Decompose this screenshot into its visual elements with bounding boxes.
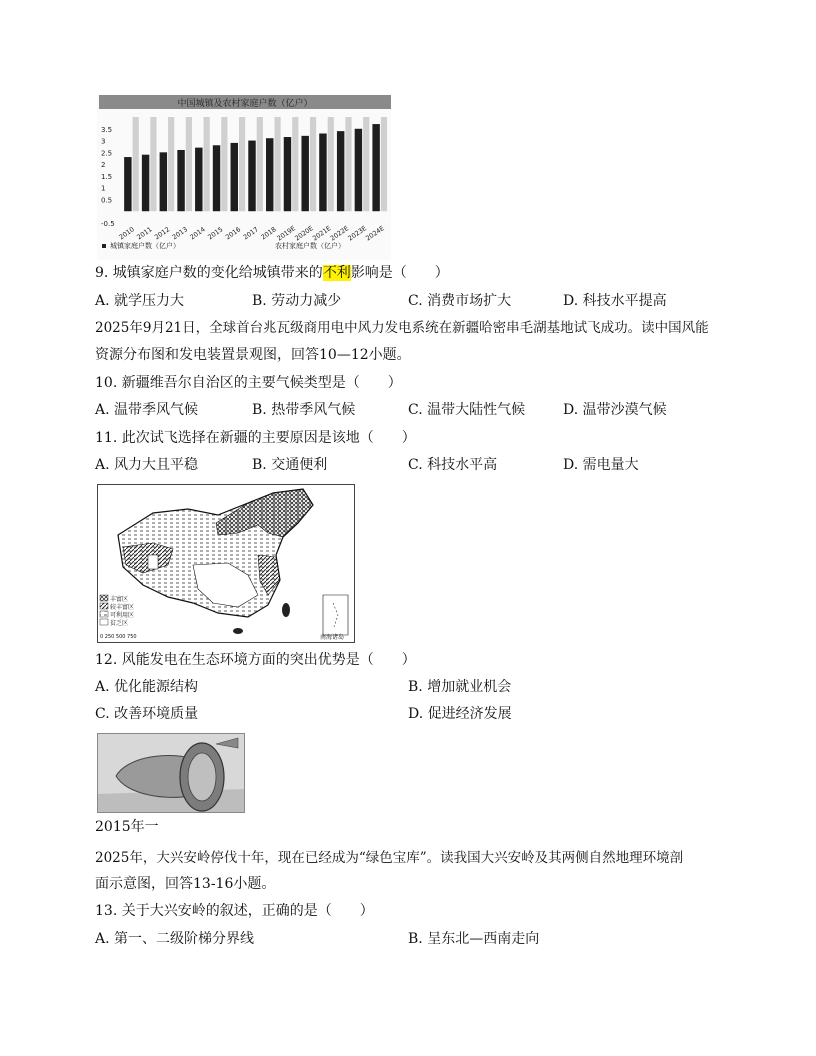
q10-option-a[interactable]: A. 温带季风气候 bbox=[95, 402, 199, 418]
x-tick-label: 2013 bbox=[170, 225, 189, 242]
intro2-line1: 2025年，大兴安岭停伐十年，现在已经成为“绿色宝库”。读我国大兴安岭及其两侧自然地理环境剖 bbox=[95, 850, 684, 866]
q11-option-c[interactable]: C. 科技水平高 bbox=[408, 457, 498, 473]
hainan-island bbox=[233, 628, 243, 634]
south-sea-line bbox=[333, 603, 338, 627]
q12-option-c[interactable]: C. 改善环境质量 bbox=[95, 706, 199, 722]
bar-shadow bbox=[186, 117, 192, 211]
x-tick-label: 2022E bbox=[328, 224, 351, 243]
y-tick-label: -0.5 bbox=[101, 220, 115, 228]
bar-shadow bbox=[133, 117, 139, 211]
q11-option-a[interactable]: A. 风力大且平稳 bbox=[95, 457, 199, 473]
map-inset-label: 南海诸岛 bbox=[320, 634, 345, 641]
q10-option-d[interactable]: D. 温带沙漠气候 bbox=[563, 402, 667, 418]
q9-stem-post: 影响是（ ） bbox=[350, 265, 449, 281]
q10-option-b[interactable]: B. 热带季风气候 bbox=[252, 402, 356, 418]
q9-option-d[interactable]: D. 科技水平提高 bbox=[563, 293, 667, 309]
map-legend-rich: 丰富区 bbox=[110, 596, 129, 603]
x-tick-label: 2021E bbox=[311, 224, 333, 243]
q10-option-c[interactable]: C. 温带大陆性气候 bbox=[408, 402, 526, 418]
y-tick-label: 2 bbox=[101, 161, 106, 170]
x-tick-label: 2019E bbox=[275, 224, 298, 243]
q13-option-b[interactable]: B. 呈东北—西南走向 bbox=[408, 931, 540, 947]
bar-shadow bbox=[168, 117, 174, 211]
y-tick-label: 2.5 bbox=[101, 149, 113, 158]
q12-stem: 12. 风能发电在生态环境方面的突出优势是（ ） bbox=[95, 652, 416, 668]
q12-option-b[interactable]: B. 增加就业机会 bbox=[408, 679, 512, 695]
x-tick-label: 2020E bbox=[293, 224, 315, 243]
q12-option-d[interactable]: D. 促进经济发展 bbox=[408, 706, 512, 722]
q9-stem bbox=[95, 263, 449, 283]
legend-swatch-urban bbox=[102, 244, 106, 248]
bar-shadow bbox=[292, 117, 298, 211]
map-scale: 0 250 500 750 bbox=[100, 634, 137, 640]
q13-stem: 13. 关于大兴安岭的叙述，正确的是（ ） bbox=[95, 903, 374, 919]
wind-resource-map bbox=[97, 484, 355, 643]
q12-option-a[interactable]: A. 优化能源结构 bbox=[95, 679, 199, 695]
bar bbox=[355, 129, 362, 211]
x-tick-label: 2016 bbox=[224, 225, 243, 242]
bar bbox=[337, 131, 344, 211]
wind-generator-photo bbox=[97, 733, 245, 813]
x-tick-label: 2018 bbox=[259, 225, 278, 242]
bar bbox=[301, 136, 308, 211]
bar bbox=[284, 137, 291, 211]
bar-shadow bbox=[150, 117, 156, 211]
bar bbox=[266, 138, 273, 211]
bar bbox=[319, 133, 326, 211]
bar bbox=[124, 157, 131, 211]
y-tick-label: 0.5 bbox=[101, 196, 113, 205]
map-legend-usable: 可利用区 bbox=[110, 612, 135, 619]
legend-swatch-rich bbox=[100, 595, 108, 601]
q9-highlight: 不利 bbox=[322, 265, 351, 281]
x-tick-label: 2014 bbox=[188, 225, 207, 242]
taiwan-island bbox=[282, 603, 290, 617]
y-tick-label: 3.5 bbox=[101, 125, 113, 134]
x-tick-label: 2011 bbox=[135, 225, 154, 242]
y-tick-label: 1 bbox=[101, 184, 106, 193]
bar bbox=[372, 124, 379, 211]
white-patch bbox=[148, 555, 158, 569]
map-svg bbox=[98, 485, 354, 642]
bar-shadow bbox=[257, 117, 263, 211]
x-tick-label: 2015 bbox=[206, 225, 225, 242]
q9-stem-pre: 9. 城镇家庭户数的变化给城镇带来的 bbox=[95, 265, 323, 281]
bar-shadow bbox=[381, 117, 387, 211]
legend-rural: 农村家庭户数（亿户） bbox=[275, 242, 345, 250]
bar-shadow bbox=[328, 117, 334, 211]
q13-option-a[interactable]: A. 第一、二级阶梯分界线 bbox=[95, 931, 255, 947]
bar bbox=[231, 143, 238, 211]
y-tick-label: 1.5 bbox=[101, 172, 113, 181]
map-legend-poor: 贫乏区 bbox=[110, 620, 129, 627]
intro1-line1: 2025年9月21日，全球首台兆瓦级商用电中风力发电系统在新疆哈密串毛湖基地试飞成功。读中国风能 bbox=[95, 320, 709, 336]
bar-shadow bbox=[345, 117, 351, 211]
y-tick-label: 3 bbox=[101, 137, 106, 146]
intro2-line2: 面示意图，回答13-16小题。 bbox=[95, 876, 276, 892]
bar-shadow bbox=[363, 117, 369, 211]
legend-swatch-fairly-rich bbox=[100, 603, 108, 609]
bar-shadow bbox=[221, 117, 227, 211]
bar bbox=[160, 152, 167, 211]
chart-svg bbox=[97, 95, 391, 260]
q11-stem: 11. 此次试飞选择在新疆的主要原因是该地（ ） bbox=[95, 430, 416, 446]
q9-option-c[interactable]: C. 消费市场扩大 bbox=[408, 293, 512, 309]
chart-title: 中国城镇及农村家庭户数（亿户） bbox=[177, 99, 313, 109]
bar-shadow bbox=[204, 117, 210, 211]
x-tick-label: 2012 bbox=[153, 225, 172, 242]
x-tick-label: 2023E bbox=[346, 224, 369, 243]
bar-shadow bbox=[310, 117, 316, 211]
x-tick-label: 2017 bbox=[241, 225, 260, 242]
bar bbox=[248, 141, 255, 212]
bar-shadow bbox=[274, 117, 280, 211]
photo-svg bbox=[98, 734, 244, 812]
legend-urban: 城镇家庭户数（亿户） bbox=[110, 242, 180, 250]
map-legend-fairly-rich: 较丰富区 bbox=[110, 604, 135, 611]
q9-option-a[interactable]: A. 就学压力大 bbox=[95, 293, 185, 309]
x-tick-label: 2024E bbox=[364, 224, 386, 243]
household-bar-chart bbox=[97, 95, 391, 260]
q10-stem: 10. 新疆维吾尔自治区的主要气候类型是（ ） bbox=[95, 375, 402, 391]
q11-option-b[interactable]: B. 交通便利 bbox=[252, 457, 328, 473]
q11-option-d[interactable]: D. 需电量大 bbox=[563, 457, 639, 473]
bar bbox=[213, 145, 220, 211]
x-tick-label: 2010 bbox=[117, 225, 136, 242]
photo-caption: 2015年一 bbox=[95, 819, 159, 835]
bar bbox=[142, 155, 149, 212]
bar bbox=[195, 148, 202, 212]
q9-option-b[interactable]: B. 劳动力减少 bbox=[252, 293, 342, 309]
bar bbox=[177, 150, 184, 211]
legend-swatch-poor bbox=[100, 619, 108, 625]
legend-swatch-usable bbox=[100, 611, 108, 617]
south-sea-box bbox=[323, 595, 348, 635]
bar-shadow bbox=[239, 117, 245, 211]
intro1-line2: 资源分布图和发电装置景观图，回答10—12小题。 bbox=[95, 347, 411, 363]
